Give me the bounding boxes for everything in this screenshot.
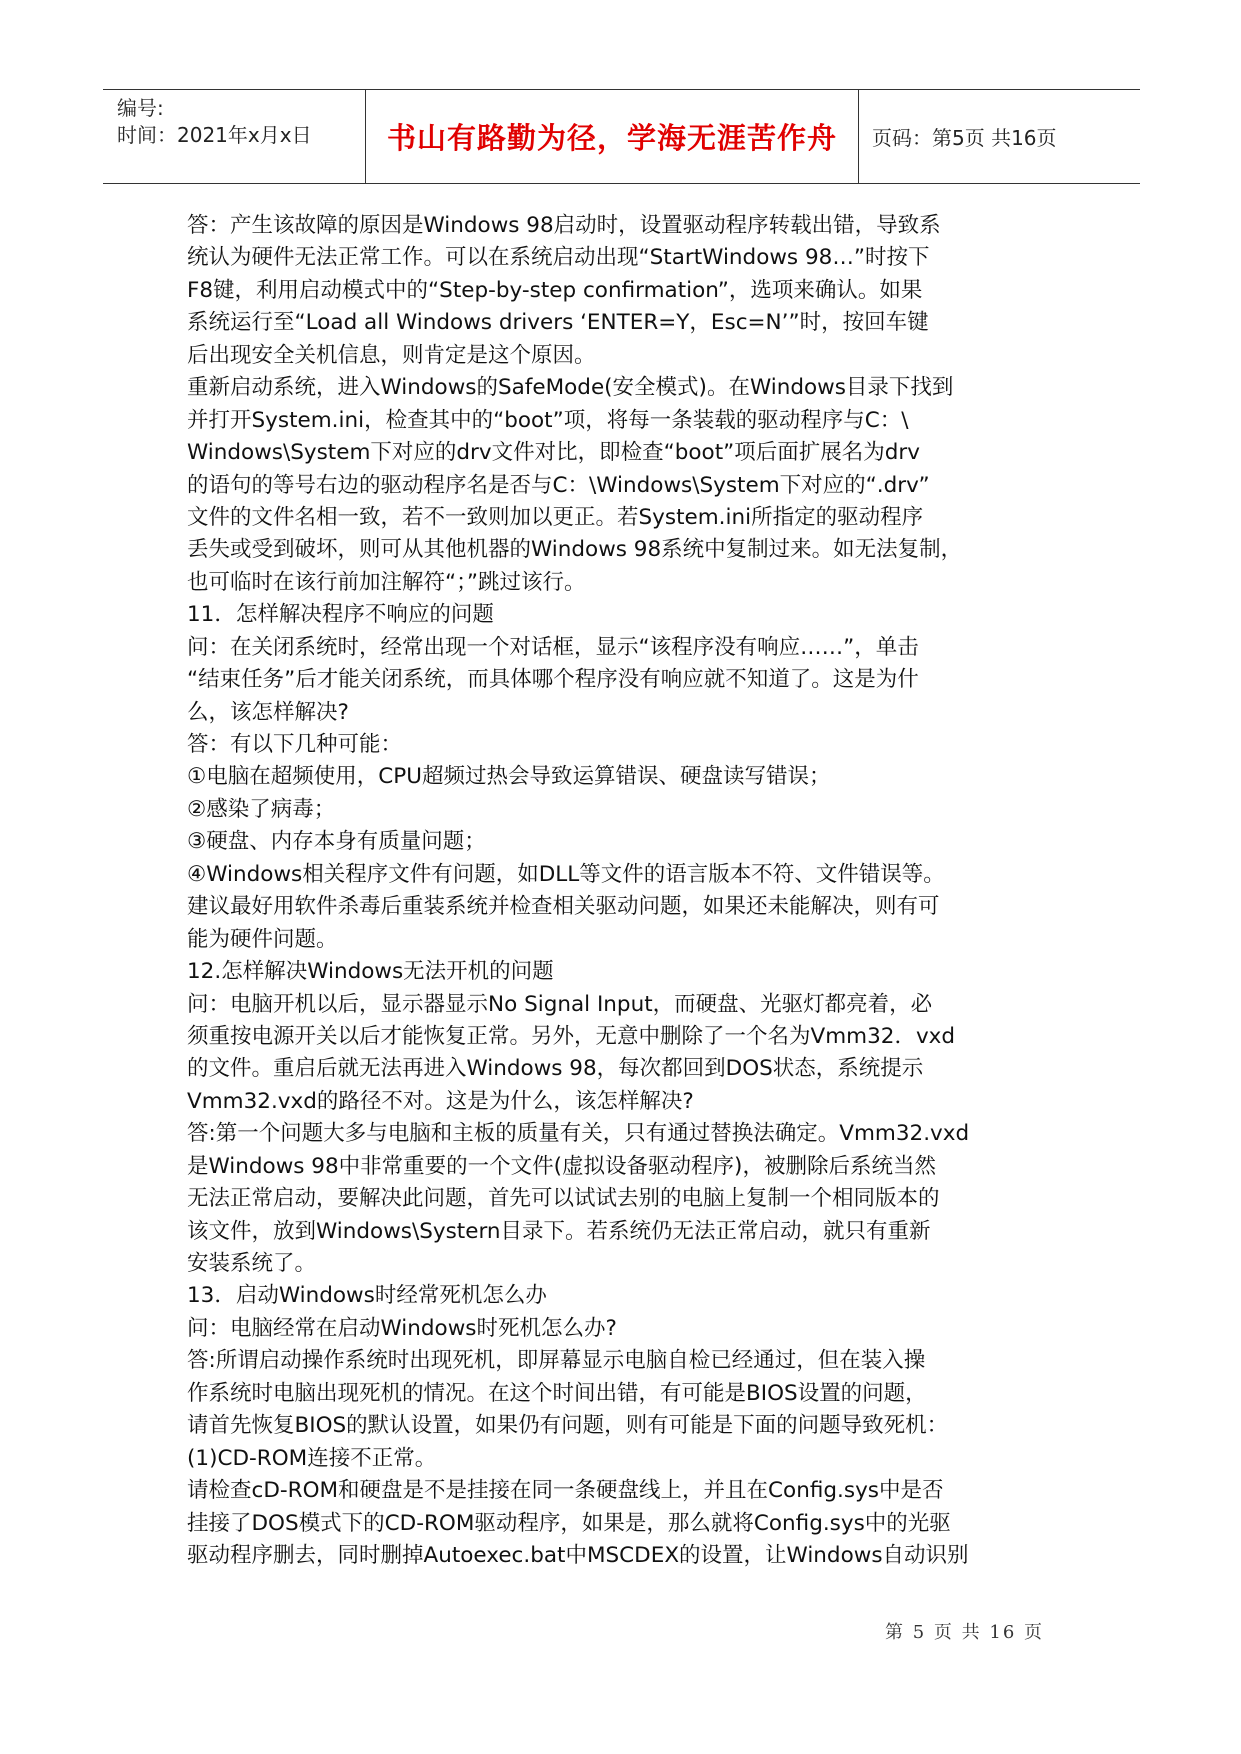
- document-time-label: 时间：2021年x月x日: [117, 123, 312, 147]
- text-line: 的语句的等号右边的驱动程序名是否与C：\Windows\System下对应的“.drv”: [187, 472, 930, 498]
- page-footer: 第 5 页 共 16 页: [885, 1622, 1044, 1643]
- text-line: 须重按电源开关以后才能恢复正常。另外，无意中删除了一个名为Vmm32．vxd: [187, 1023, 956, 1049]
- text-line: 安装系统了。: [187, 1251, 317, 1276]
- text-line: ①电脑在超频使用，CPU超频过热会导致运算错误、硬盘读写错误；: [187, 764, 831, 790]
- text-line: 答:所谓启动操作系统时出现死机，即屏幕显示电脑自检已经通过，但在装入操: [187, 1348, 926, 1374]
- text-line: ②感染了病毒；: [187, 796, 336, 822]
- text-line: 问：在关闭系统时，经常出现一个对话框，显示“该程序没有响应……”，单击: [187, 634, 919, 660]
- text-line: 13．启动Windows时经常死机怎么办: [187, 1283, 547, 1309]
- text-line: Windows\System下对应的drv文件对比，即检查“boot”项后面扩展名为drv: [187, 440, 920, 466]
- text-line: 该文件，放到Windows\Systern目录下。若系统仍无法正常启动，就只有重新: [187, 1218, 931, 1244]
- text-line: 请检查cD-ROM和硬盘是不是挂接在同一条硬盘线上，并且在Config.sys中是否: [187, 1478, 944, 1504]
- text-line: 挂接了DOS模式下的CD-ROM驱动程序，如果是，那么就将Config.sys中的光驱: [187, 1510, 951, 1536]
- text-line: 也可临时在该行前加注解符“；”跳过该行。: [187, 569, 586, 595]
- text-line: F8键，利用启动模式中的“Step-by-step confirmation”，选项来确认。如果: [187, 277, 923, 303]
- text-line: 么，该怎样解决?: [187, 699, 349, 725]
- text-line: 答：有以下几种可能：: [187, 732, 403, 757]
- text-line: 建议最好用软件杀毒后重装系统并检查相关驱动问题，如果还未能解决，则有可: [187, 894, 940, 920]
- text-line: 的文件。重启后就无法再进入Windows 98，每次都回到DOS状态，系统提示: [187, 1056, 924, 1082]
- header-motto: 书山有路勤为径，学海无涯苦作舟: [386, 121, 837, 155]
- text-line: 11．怎样解决程序不响应的问题: [187, 602, 494, 628]
- text-line: 重新启动系统，进入Windows的SafeMode(安全模式)。在Windows目录下找到: [187, 375, 954, 401]
- text-line: Vmm32.vxd的路径不对。这是为什么，该怎样解决?: [187, 1088, 694, 1114]
- page-header: [103, 89, 1140, 184]
- text-line: 是Windows 98中非常重要的一个文件(虚拟设备驱动程序)，被删除后系统当然: [187, 1153, 936, 1179]
- text-line: 问：电脑开机以后，显示器显示No Signal Input，而硬盘、光驱灯都亮着，必: [187, 991, 933, 1017]
- text-line: 作系统时电脑出现死机的情况。在这个时间出错，有可能是BIOS设置的问题，: [187, 1380, 927, 1406]
- text-line: ④Windows相关程序文件有问题，如DLL等文件的语言版本不符、文件错误等。: [187, 861, 945, 887]
- header-page-code: 页码：第5页 共16页: [872, 126, 1057, 150]
- text-line: (1)CD-ROM连接不正常。: [187, 1445, 437, 1471]
- text-line: 统认为硬件无法正常工作。可以在系统启动出现“StartWindows 98…”时按下: [187, 245, 930, 271]
- text-line: 无法正常启动，要解决此问题，首先可以试试去别的电脑上复制一个相同版本的: [187, 1186, 940, 1212]
- document-body: [187, 210, 1067, 1572]
- text-line: 问：电脑经常在启动Windows时死机怎么办?: [187, 1315, 617, 1341]
- text-line: 12.怎样解决Windows无法开机的问题: [187, 959, 554, 985]
- text-line: 系统运行至“Load all Windows drivers ‘ENTER=Y，Esc=N’”时，按回车键: [187, 310, 929, 336]
- text-line: 答:第一个问题大多与电脑和主板的质量有关，只有通过替换法确定。Vmm32.vxd: [187, 1121, 970, 1147]
- text-line: 丢失或受到破坏，则可从其他机器的Windows 98系统中复制过来。如无法复制，: [187, 537, 963, 563]
- header-meta: [103, 90, 365, 183]
- text-line: ③硬盘、内存本身有质量问题；: [187, 829, 486, 855]
- text-line: 请首先恢复BIOS的默认设置，如果仍有问题，则有可能是下面的问题导致死机：: [187, 1413, 949, 1439]
- text-line: 后出现安全关机信息，则肯定是这个原因。: [187, 342, 596, 368]
- text-line: 文件的文件名相一致，若不一致则加以更正。若System.ini所指定的驱动程序: [187, 504, 924, 530]
- text-line: 能为硬件问题。: [187, 926, 338, 952]
- text-line: 驱动程序删去，同时删掉Autoexec.bat中MSCDEX的设置，让Windows自动识别: [187, 1542, 969, 1568]
- text-line: 答：产生该故障的原因是Windows 98启动时，设置驱动程序转载出错，导致系: [187, 213, 941, 238]
- text-line: “结束任务”后才能关闭系统，而具体哪个程序没有响应就不知道了。这是为什: [187, 667, 919, 693]
- document-number-label: 编号:: [117, 96, 164, 120]
- text-line: 并打开System.ini，检查其中的“boot”项，将每一条装载的驱动程序与C：\: [187, 407, 909, 433]
- header-motto-cell: [365, 90, 859, 183]
